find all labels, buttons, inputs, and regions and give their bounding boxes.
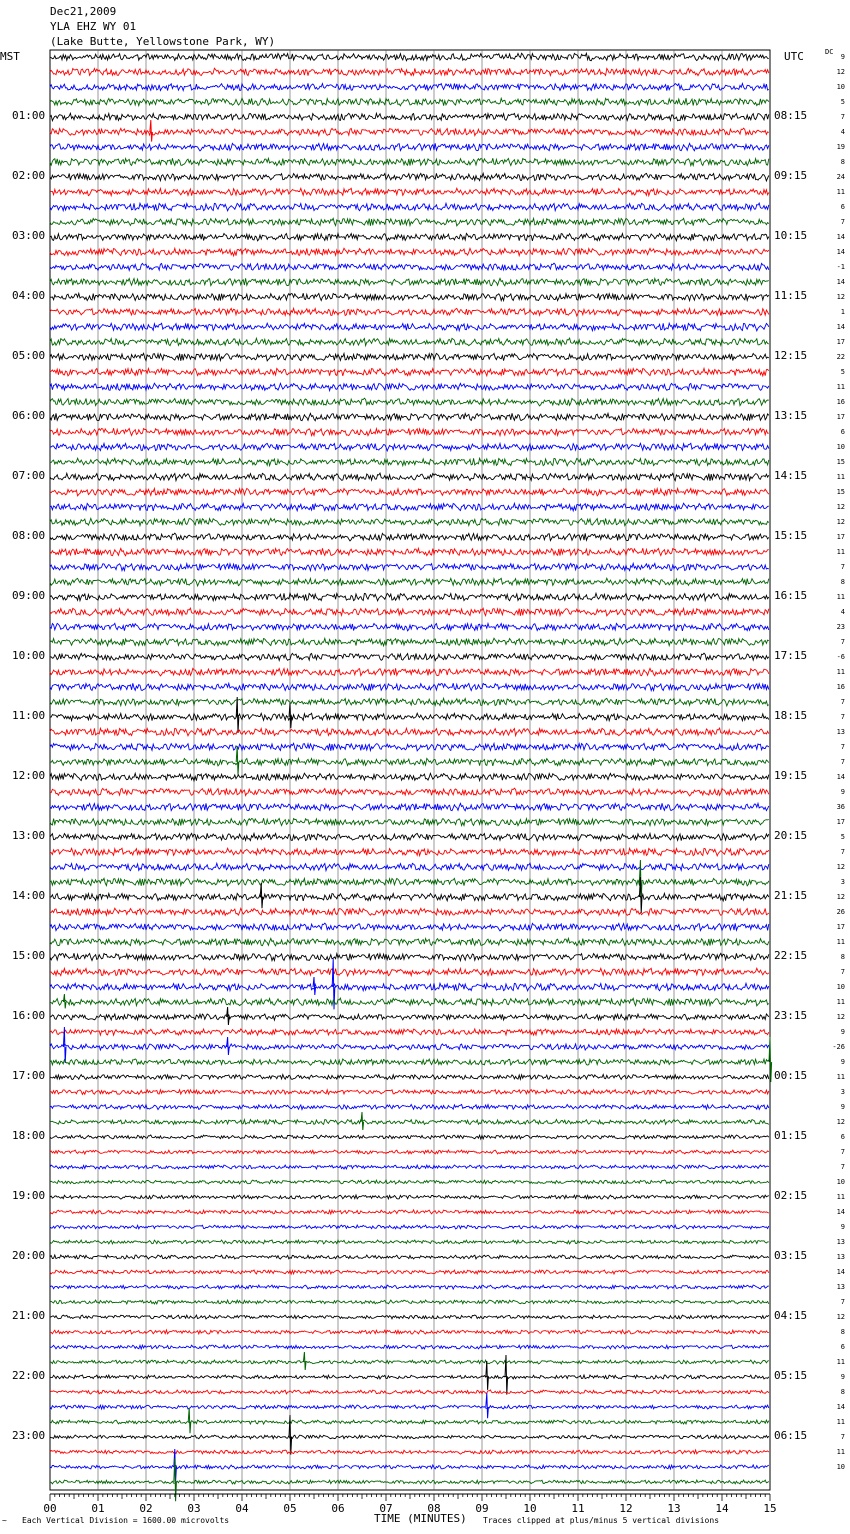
left-hour-label: 02:00 (12, 169, 46, 182)
dc-offset-label: 7 (840, 1163, 845, 1171)
x-tick-label: 08 (427, 1502, 441, 1515)
dc-offset-label: 14 (836, 1268, 845, 1276)
dc-offset-label: 11 (836, 188, 845, 196)
dc-offset-label: 10 (836, 1178, 845, 1186)
event-spike (486, 1393, 489, 1418)
x-tick-label: 03 (187, 1502, 201, 1515)
trace-row-38 (50, 623, 769, 631)
trace-row-19 (50, 338, 769, 346)
trace-row-1 (50, 68, 769, 76)
left-hour-label: 11:00 (12, 709, 46, 722)
trace-row-39 (50, 638, 769, 646)
dc-offset-label: 3 (840, 1088, 845, 1096)
right-hour-label: 09:15 (774, 169, 808, 182)
left-hour-label: 03:00 (12, 229, 46, 242)
right-hour-label: 13:15 (774, 409, 808, 422)
dc-offset-label: 17 (836, 338, 845, 346)
trace-row-37 (50, 608, 769, 616)
dc-offset-label: 9 (840, 788, 845, 796)
trace-row-13 (50, 248, 769, 256)
x-tick-label: 09 (475, 1502, 489, 1515)
left-hour-label: 12:00 (12, 769, 46, 782)
trace-row-50 (50, 803, 769, 811)
dc-offset-label: 7 (840, 968, 845, 976)
trace-row-6 (50, 143, 769, 151)
trace-row-78 (50, 1225, 769, 1229)
trace-row-60 (50, 953, 769, 960)
trace-row-79 (50, 1240, 769, 1244)
trace-row-55 (50, 878, 769, 886)
footer-clip-note: Traces clipped at plus/minus 5 vertical divisions (483, 1516, 720, 1525)
trace-row-81 (50, 1270, 769, 1274)
trace-row-10 (50, 203, 769, 211)
dc-offset-label: 36 (836, 803, 845, 811)
dc-offset-label: 9 (840, 53, 845, 61)
dc-offset-label: 4 (840, 608, 845, 616)
trace-row-92 (50, 1435, 769, 1439)
header-station: YLA EHZ WY 01 (50, 20, 137, 33)
trace-row-57 (50, 908, 769, 915)
trace-row-9 (50, 188, 769, 195)
trace-row-30 (50, 503, 769, 511)
right-hour-label: 18:15 (774, 709, 808, 722)
trace-row-23 (50, 398, 769, 406)
dc-offset-label: 10 (836, 983, 845, 991)
dc-offset-label: 7 (840, 638, 845, 646)
trace-row-3 (50, 98, 769, 106)
left-hour-label: 14:00 (12, 889, 46, 902)
trace-row-68 (50, 1074, 769, 1079)
dc-offset-label: 16 (836, 398, 845, 406)
dc-offset-label: 9 (840, 1103, 845, 1111)
trace-row-7 (50, 158, 769, 165)
trace-row-11 (50, 218, 769, 226)
dc-offset-label: 11 (836, 473, 845, 481)
trace-row-85 (50, 1330, 769, 1334)
trace-row-71 (50, 1120, 769, 1125)
left-hour-label: 06:00 (12, 409, 46, 422)
dc-offset-label: 11 (836, 593, 845, 601)
trace-row-53 (50, 848, 769, 856)
x-axis-title: TIME (MINUTES) (374, 1512, 467, 1525)
trace-row-87 (50, 1360, 769, 1364)
trace-row-59 (50, 938, 769, 946)
dc-offset-label: 9 (840, 1028, 845, 1036)
dc-offset-label: 22 (836, 353, 845, 361)
trace-row-73 (50, 1150, 769, 1154)
right-hour-label: 00:15 (774, 1069, 808, 1082)
dc-offset-label: 10 (836, 443, 845, 451)
trace-row-41 (50, 668, 769, 676)
trace-row-5 (50, 128, 769, 135)
x-tick-label: 12 (619, 1502, 633, 1515)
dc-offset-label: 14 (836, 278, 845, 286)
dc-offset-label: 6 (840, 428, 845, 436)
left-hour-label: 01:00 (12, 109, 46, 122)
trace-row-95 (50, 1480, 769, 1484)
left-hour-label: 23:00 (12, 1429, 46, 1442)
right-hour-label: 17:15 (774, 649, 808, 662)
left-hour-label: 16:00 (12, 1009, 46, 1022)
dc-offset-label: 5 (840, 368, 845, 376)
right-timezone-label: UTC (784, 50, 804, 63)
event-spike (63, 994, 66, 1008)
dc-offset-label: 7 (840, 698, 845, 706)
dc-offset-label: 17 (836, 923, 845, 931)
dc-offset-label: 12 (836, 293, 845, 301)
dc-offset-label: 7 (840, 848, 845, 856)
dc-offset-label: 13 (836, 728, 845, 736)
left-hour-label: 18:00 (12, 1129, 46, 1142)
dc-offset-label: 10 (836, 83, 845, 91)
dc-offset-label: 24 (836, 173, 845, 181)
dc-offset-label: 6 (840, 1343, 845, 1351)
x-tick-label: 13 (667, 1502, 681, 1515)
trace-row-58 (50, 923, 769, 931)
dc-offset-label: 7 (840, 1433, 845, 1441)
trace-row-91 (50, 1420, 769, 1424)
trace-row-89 (50, 1390, 769, 1394)
trace-row-82 (50, 1285, 769, 1289)
left-hour-label: 09:00 (12, 589, 46, 602)
trace-row-17 (50, 308, 769, 316)
right-hour-label: 05:15 (774, 1369, 808, 1382)
dc-offset-label: 9 (840, 1058, 845, 1066)
left-hour-label: 08:00 (12, 529, 46, 542)
right-hour-label: 04:15 (774, 1309, 808, 1322)
dc-offset-label: 14 (836, 323, 845, 331)
left-hour-label: 07:00 (12, 469, 46, 482)
left-hour-label: 20:00 (12, 1249, 46, 1262)
event-spike (486, 1361, 489, 1390)
dc-offset-label: 7 (840, 1298, 845, 1306)
right-hour-label: 10:15 (774, 229, 808, 242)
dc-offset-label: 11 (836, 668, 845, 676)
event-spike (227, 1037, 230, 1055)
event-spike (303, 1352, 306, 1370)
x-tick-label: 11 (571, 1502, 585, 1515)
dc-offset-label: 15 (836, 488, 845, 496)
dc-offset-label: 3 (840, 878, 845, 886)
trace-row-31 (50, 518, 769, 525)
dc-offset-label: 15 (836, 458, 845, 466)
x-tick-label: 14 (715, 1502, 729, 1515)
x-tick-label: 10 (523, 1502, 537, 1515)
trace-row-14 (50, 263, 769, 271)
trace-row-22 (50, 383, 769, 390)
trace-row-80 (50, 1255, 769, 1259)
dc-offset-label: 8 (840, 578, 845, 586)
trace-row-15 (50, 278, 769, 286)
dc-offset-label: 8 (840, 953, 845, 961)
trace-row-35 (50, 578, 769, 586)
trace-row-45 (50, 728, 769, 736)
dc-offset-label: 14 (836, 248, 845, 256)
dc-offset-label: 13 (836, 1253, 845, 1261)
trace-row-64 (50, 1014, 769, 1020)
dc-offset-label: 12 (836, 518, 845, 526)
dc-offset-label: 7 (840, 563, 845, 571)
trace-row-75 (50, 1180, 769, 1184)
dc-offset-label: 19 (836, 143, 845, 151)
right-hour-label: 12:15 (774, 349, 808, 362)
dc-offset-label: 17 (836, 413, 845, 421)
header-date: Dec21,2009 (50, 5, 117, 18)
right-hour-label: 19:15 (774, 769, 808, 782)
event-spike (260, 883, 263, 908)
dc-header-label: DC (825, 48, 834, 56)
trace-row-40 (50, 653, 769, 660)
trace-row-4 (50, 113, 769, 120)
dc-offset-label: 14 (836, 1403, 845, 1411)
right-hour-label: 23:15 (774, 1009, 808, 1022)
dc-offset-label: 7 (840, 218, 845, 226)
dc-offset-label: 12 (836, 1313, 845, 1321)
trace-row-72 (50, 1135, 769, 1139)
event-spike (289, 1415, 292, 1455)
trace-row-54 (50, 863, 769, 871)
header-location: (Lake Butte, Yellowstone Park, WY) (50, 35, 276, 48)
dc-offset-label: 8 (840, 1388, 845, 1396)
x-tick-label: 04 (235, 1502, 249, 1515)
dc-offset-label: 17 (836, 533, 845, 541)
dc-offset-label: 7 (840, 743, 845, 751)
trace-row-27 (50, 458, 769, 466)
footer-corner-mark: ~ (2, 1516, 7, 1525)
trace-row-52 (50, 833, 769, 841)
trace-row-34 (50, 563, 769, 570)
dc-offset-label: 11 (836, 938, 845, 946)
dc-offset-label: 11 (836, 1073, 845, 1081)
dc-offset-label: 12 (836, 503, 845, 511)
trace-row-18 (50, 323, 769, 331)
left-hour-label: 05:00 (12, 349, 46, 362)
left-hour-label: 19:00 (12, 1189, 46, 1202)
trace-row-2 (50, 83, 769, 90)
trace-row-0 (50, 53, 769, 61)
x-tick-label: 06 (331, 1502, 345, 1515)
trace-row-77 (50, 1210, 769, 1214)
event-spike (505, 1355, 508, 1395)
dc-offset-label: 11 (836, 998, 845, 1006)
right-hour-label: 06:15 (774, 1429, 808, 1442)
x-tick-label: 02 (139, 1502, 153, 1515)
dc-offset-label: 17 (836, 818, 845, 826)
dc-offset-label: 23 (836, 623, 845, 631)
trace-row-16 (50, 293, 769, 300)
dc-offset-label: -1 (836, 263, 845, 271)
dc-offset-label: 11 (836, 1448, 845, 1456)
dc-offset-label: 7 (840, 713, 845, 721)
left-hour-label: 21:00 (12, 1309, 46, 1322)
trace-row-84 (50, 1315, 769, 1319)
left-hour-label: 04:00 (12, 289, 46, 302)
x-tick-label: 01 (91, 1502, 105, 1515)
dc-offset-label: 5 (840, 98, 845, 106)
trace-layer (50, 53, 772, 1501)
trace-row-33 (50, 548, 769, 556)
trace-row-51 (50, 818, 769, 825)
dc-offset-label: 7 (840, 758, 845, 766)
left-hour-label: 15:00 (12, 949, 46, 962)
trace-row-70 (50, 1105, 769, 1110)
dc-offset-label: 11 (836, 383, 845, 391)
trace-row-8 (50, 173, 769, 181)
left-hour-label: 17:00 (12, 1069, 46, 1082)
x-tick-label: 00 (43, 1502, 57, 1515)
dc-offset-label: 9 (840, 1373, 845, 1381)
trace-row-61 (50, 968, 769, 976)
trace-row-83 (50, 1300, 769, 1304)
trace-row-74 (50, 1165, 769, 1169)
dc-offset-label: 9 (840, 1223, 845, 1231)
event-spike (236, 697, 239, 733)
right-hour-label: 03:15 (774, 1249, 808, 1262)
dc-offset-label: 12 (836, 863, 845, 871)
dc-offset-label: 12 (836, 1013, 845, 1021)
dc-offset-label: 26 (836, 908, 845, 916)
footer-scale-note: Each Vertical Division = 1600.00 microvolts (22, 1516, 230, 1525)
trace-row-69 (50, 1090, 769, 1095)
left-hour-label: 13:00 (12, 829, 46, 842)
dc-offset-label: 12 (836, 68, 845, 76)
event-spike (769, 1037, 772, 1082)
x-tick-label: 07 (379, 1502, 393, 1515)
x-tick-label: 15 (763, 1502, 777, 1515)
x-tick-label: 05 (283, 1502, 297, 1515)
event-spike (313, 977, 316, 995)
right-hour-label: 16:15 (774, 589, 808, 602)
trace-row-44 (50, 713, 769, 720)
trace-row-63 (50, 998, 769, 1006)
dc-offset-label: 1 (840, 308, 845, 316)
left-timezone-label: MST (0, 50, 20, 63)
trace-row-49 (50, 788, 769, 796)
trace-row-12 (50, 233, 769, 241)
dc-offset-label: 16 (836, 683, 845, 691)
dc-offset-label: 14 (836, 1208, 845, 1216)
trace-row-88 (50, 1375, 769, 1379)
dc-offset-label: 6 (840, 203, 845, 211)
trace-row-20 (50, 353, 769, 361)
dc-offset-label: 12 (836, 1118, 845, 1126)
event-spike (188, 1408, 191, 1433)
trace-row-94 (50, 1465, 769, 1469)
dc-offset-label: 14 (836, 773, 845, 781)
dc-offset-label: 11 (836, 548, 845, 556)
right-hour-label: 08:15 (774, 109, 808, 122)
trace-row-90 (50, 1405, 769, 1409)
trace-row-65 (50, 1029, 769, 1035)
trace-row-67 (50, 1059, 769, 1065)
trace-row-93 (50, 1450, 769, 1454)
event-spike (236, 746, 239, 775)
right-hour-label: 11:15 (774, 289, 808, 302)
trace-row-42 (50, 683, 769, 690)
trace-row-47 (50, 758, 769, 766)
dc-offset-label: 11 (836, 1193, 845, 1201)
dc-offset-label: 6 (840, 1133, 845, 1141)
trace-row-48 (50, 773, 769, 781)
dc-offset-label: 7 (840, 113, 845, 121)
trace-row-29 (50, 488, 769, 495)
dc-offset-label: 11 (836, 1358, 845, 1366)
dc-offset-label: -6 (836, 653, 845, 661)
trace-row-62 (50, 983, 769, 991)
trace-row-46 (50, 743, 769, 751)
dc-offset-label: 8 (840, 158, 845, 166)
dc-offset-label: 5 (840, 833, 845, 841)
dc-offset-label: 12 (836, 893, 845, 901)
event-spike (150, 120, 153, 142)
dc-offset-label: 7 (840, 1148, 845, 1156)
right-hour-label: 21:15 (774, 889, 808, 902)
trace-row-21 (50, 368, 769, 376)
right-hour-label: 22:15 (774, 949, 808, 962)
trace-row-76 (50, 1195, 769, 1199)
dc-offset-label: -26 (832, 1043, 845, 1051)
trace-row-26 (50, 443, 769, 451)
right-hour-label: 15:15 (774, 529, 808, 542)
right-hour-label: 01:15 (774, 1129, 808, 1142)
left-hour-label: 22:00 (12, 1369, 46, 1382)
dc-offset-label: 14 (836, 233, 845, 241)
trace-row-86 (50, 1345, 769, 1349)
trace-row-43 (50, 698, 769, 706)
dc-offset-label: 4 (840, 128, 845, 136)
dc-offset-label: 13 (836, 1283, 845, 1291)
trace-row-25 (50, 428, 769, 435)
trace-row-32 (50, 533, 769, 541)
right-hour-label: 14:15 (774, 469, 808, 482)
dc-offset-label: 8 (840, 1328, 845, 1336)
dc-offset-label: 10 (836, 1463, 845, 1471)
left-hour-label: 10:00 (12, 649, 46, 662)
trace-row-24 (50, 413, 769, 421)
trace-row-28 (50, 473, 769, 481)
trace-row-36 (50, 593, 769, 601)
trace-row-56 (50, 893, 769, 901)
trace-row-66 (50, 1044, 769, 1050)
dc-offset-label: 11 (836, 1418, 845, 1426)
dc-offset-label: 13 (836, 1238, 845, 1246)
right-hour-label: 20:15 (774, 829, 808, 842)
right-hour-label: 02:15 (774, 1189, 808, 1202)
